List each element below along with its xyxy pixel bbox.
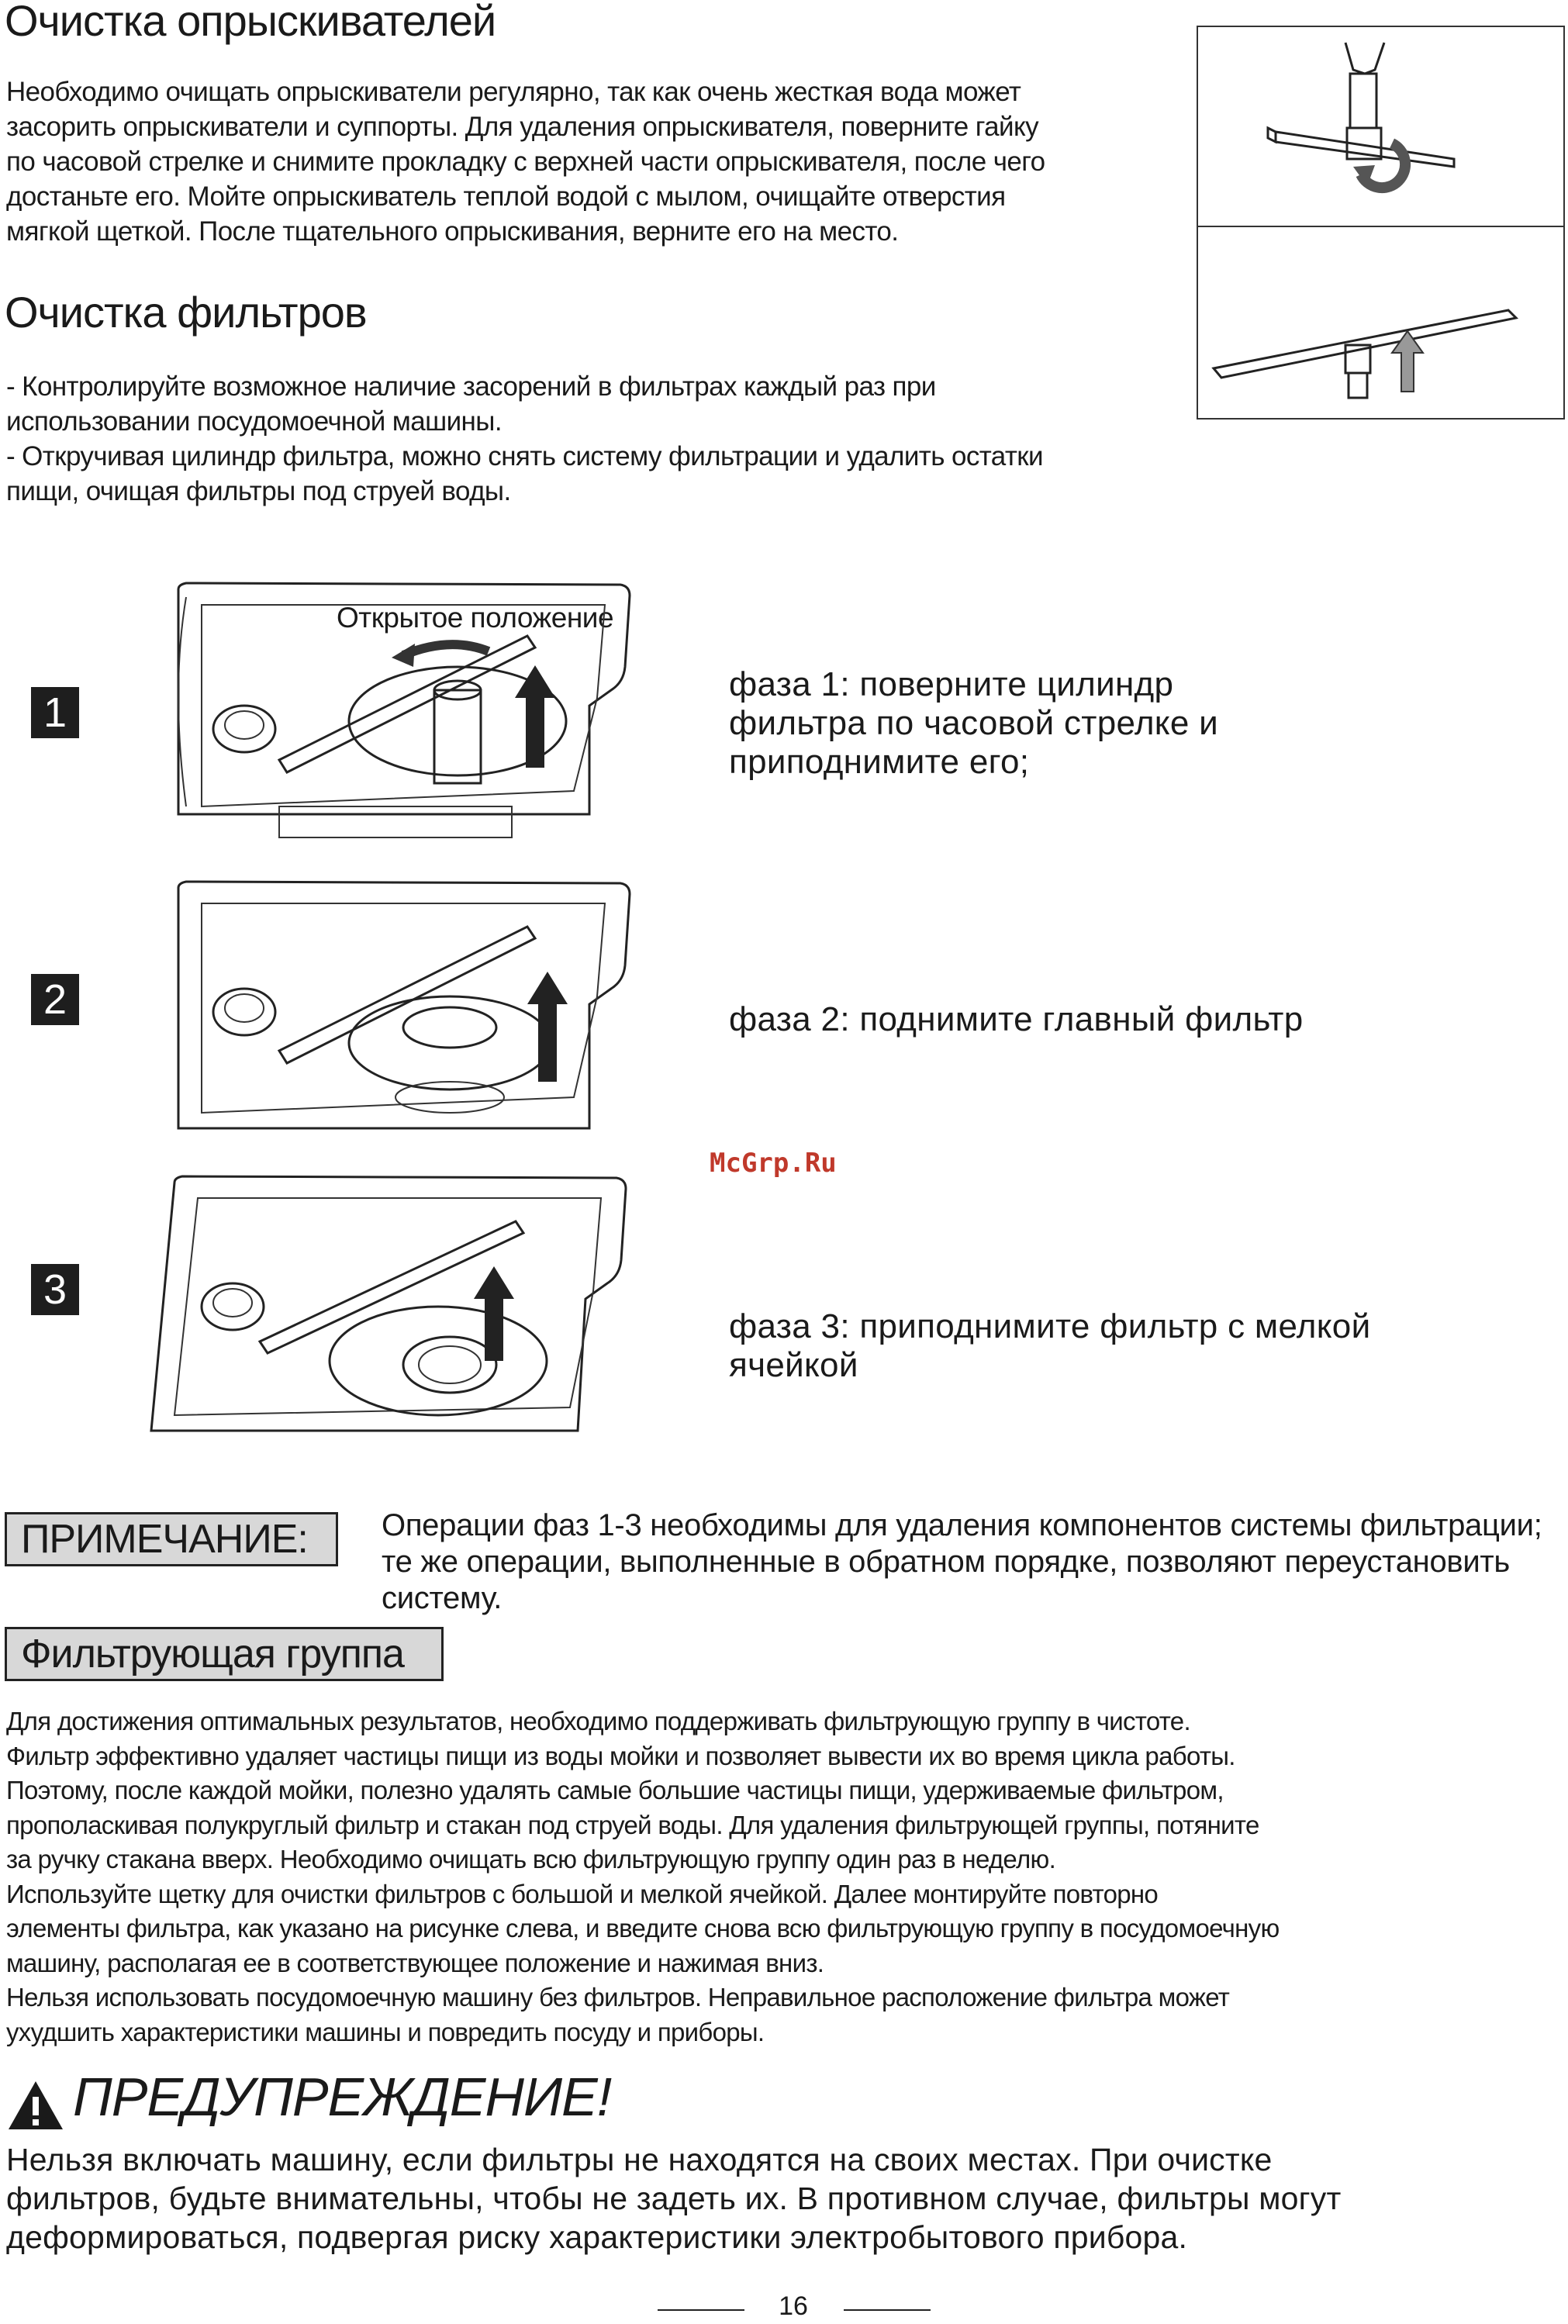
page-rule-right [844,2309,931,2311]
step-2-number: 2 [31,974,79,1025]
step-3-text: фаза 3: приподнимите фильтр с мелкой ячейкой [729,1307,1371,1384]
filter-diagram-step-1 [155,574,651,845]
watermark: McGrp.Ru [710,1148,837,1179]
filter-diagram-step-2 [155,872,651,1136]
filters-title: Очистка фильтров [5,288,367,337]
note-label: ПРИМЕЧАНИЕ: [5,1512,338,1566]
sprayer-removal-drawing [1198,27,1563,418]
note-text: Операции фаз 1-3 необходимы для удаления компонентов системы фильтрации; те же операции, выполненные в обратном порядке, позволяют переустановить систему. [382,1508,1542,1615]
filter-group-text: Для достижения оптимальных результатов, необходимо поддерживать фильтрующую группу в чистоте. Фильтр эффективно удаляет частицы пищи из воды мойки и позволяет вывести их во время цикла работы. Поэтому, после каждой мойки, полезно удалять самые большие частицы пищи, удерживаемые фильтром, прополаскивая полукруглый фильтр и стакан под струей воды. Для удаления фильтрующей группы, потяните за ручку стакана вверх. Необходимо очищать всю фильтрующую группу один раз в неделю. Используйте щетку для очистки фильтров с большой и мелкой ячейкой. Далее монтируйте повторно элементы фильтра, как указано на рисунке слева, и введите снова всю фильтрующую группу в посудомоечную машину, располагая ее в соответствующее положение и нажимая вниз. Нельзя использовать посудомоечную машину без фильтров. Неправильное расположение фильтра может ухудшить характеристики машины и повредить посуду и приборы. [6,1707,1280,2046]
step-2-text: фаза 2: поднимите главный фильтр [729,1000,1304,1038]
page-number: 16 [779,2291,808,2321]
filter-group-label: Фильтрующая группа [5,1627,444,1681]
warning-icon [6,2078,65,2132]
filters-text: - Контролируйте возможное наличие засорений в фильтрах каждый раз при использовании посудомоечной машины. - Откручивая цилиндр фильтра, можно снять систему фильтрации и удалить остатки пищи, очищая фильтры под струей воды. [6,371,1043,506]
warning-title: ПРЕДУПРЕЖДЕНИЕ! [73,2067,612,2127]
page-rule-left [658,2309,744,2311]
open-position-label: Открытое положение [337,602,614,634]
step-1-text: фаза 1: поверните цилиндр фильтра по часовой стрелке и приподнимите его; [729,665,1219,781]
step-3-number: 3 [31,1264,79,1315]
sprayers-text: Необходимо очищать опрыскиватели регулярно, так как очень жесткая вода может засорить опрыскиватели и суппорты. Для удаления опрыскивателя, поверните гайку по часовой стрелке и снимите прокладку с верхней части опрыскивателя, после чего достаньте его. Мойте опрыскиватель теплой водой с мылом, очищайте отверстия мягкой щеткой. После тщательного опрыскивания, верните его на место. [6,77,1045,247]
step-1-number: 1 [31,687,79,738]
sprayer-illustration [1197,26,1565,420]
filter-diagram-step-3 [143,1167,640,1454]
warning-text: Нельзя включать машину, если фильтры не находятся на своих местах. При очистке фильтров, будьте внимательны, чтобы не задеть их. В противном случае, фильтры могут деформироваться, подвергая риску характеристики электробытового прибора. [6,2142,1342,2255]
sprayers-title: Очистка опрыскивателей [5,0,496,45]
